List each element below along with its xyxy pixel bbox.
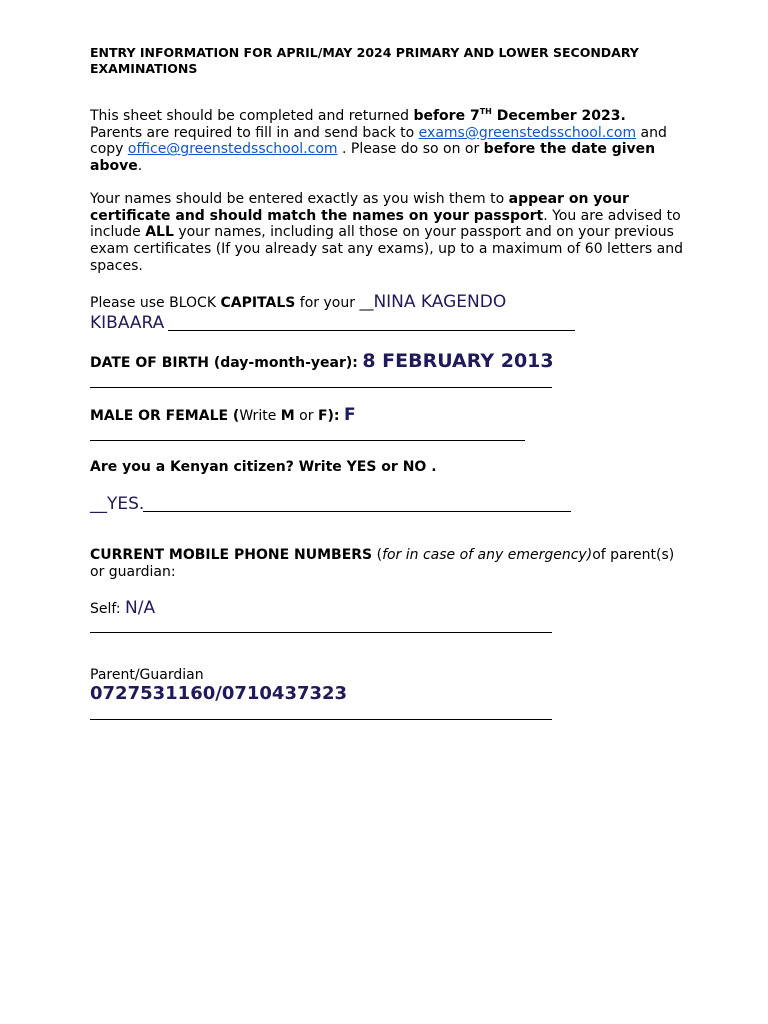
- dob-value: 8 FEBRUARY 2013: [362, 350, 554, 372]
- citizen-question: Are you a Kenyan citizen? Write YES or NO .: [90, 459, 437, 475]
- parent-phone-value: 0727531160/0710437323: [90, 683, 348, 704]
- form-heading: ENTRY INFORMATION FOR APRIL/MAY 2024 PRIMARY AND LOWER SECONDARY EXAMINATIONS: [90, 45, 639, 76]
- sex-underline: [90, 440, 525, 441]
- citizen-underline: [143, 511, 571, 512]
- self-phone-value: N/A: [125, 598, 156, 618]
- names-instructions: Your names should be entered exactly as you wish them to appear on your certificate and should match the names on your passport. You are advised to include ALL your names, including all those on your passport and on your previous exam certificates (If you already sat any exams), up to a maximum of 60 letters and spaces.: [90, 191, 683, 274]
- intro-paragraph: This sheet should be completed and returned before 7TH December 2023. Parents are required to fill in and send back to exams@greenstedsschool.com and copy office@greenstedsschool.com . Please do so on or before the date given above.: [90, 107, 667, 175]
- dob-field: [90, 350, 554, 372]
- name-value-line2: KIBAARA: [90, 313, 165, 333]
- name-field-label: Please use BLOCK CAPITALS for your __NINA KAGENDO: [90, 292, 507, 312]
- self-phone-underline: [90, 632, 552, 633]
- parent-phone-field: [90, 683, 347, 704]
- office-email-link[interactable]: office@greenstedsschool.com: [127, 141, 338, 158]
- dob-label: DATE OF BIRTH (day-month-year):: [90, 355, 358, 371]
- parent-label: Parent/Guardian: [90, 667, 204, 683]
- name-underline: [168, 330, 575, 331]
- sex-value: F: [343, 405, 356, 425]
- name-field-second-line: [90, 313, 164, 333]
- name-value-line1: NINA KAGENDO: [373, 292, 507, 312]
- self-label: Self:: [90, 601, 125, 617]
- parent-phone-underline: [90, 719, 552, 720]
- intro-text: This sheet should be completed and returned: [90, 108, 414, 124]
- phone-section-title: CURRENT MOBILE PHONE NUMBERS (for in case of any emergency)of parent(s) or guardian:: [90, 547, 675, 580]
- exams-email-link[interactable]: exams@greenstedsschool.com: [418, 124, 637, 141]
- citizen-answer: __YES.: [90, 494, 145, 514]
- sex-field: MALE OR FEMALE (Write M or F): F: [90, 405, 356, 425]
- citizen-value: YES.: [107, 494, 145, 514]
- self-phone-field: [90, 598, 155, 618]
- dob-underline: [90, 387, 552, 388]
- deadline-text: before 7TH December 2023.: [413, 107, 626, 124]
